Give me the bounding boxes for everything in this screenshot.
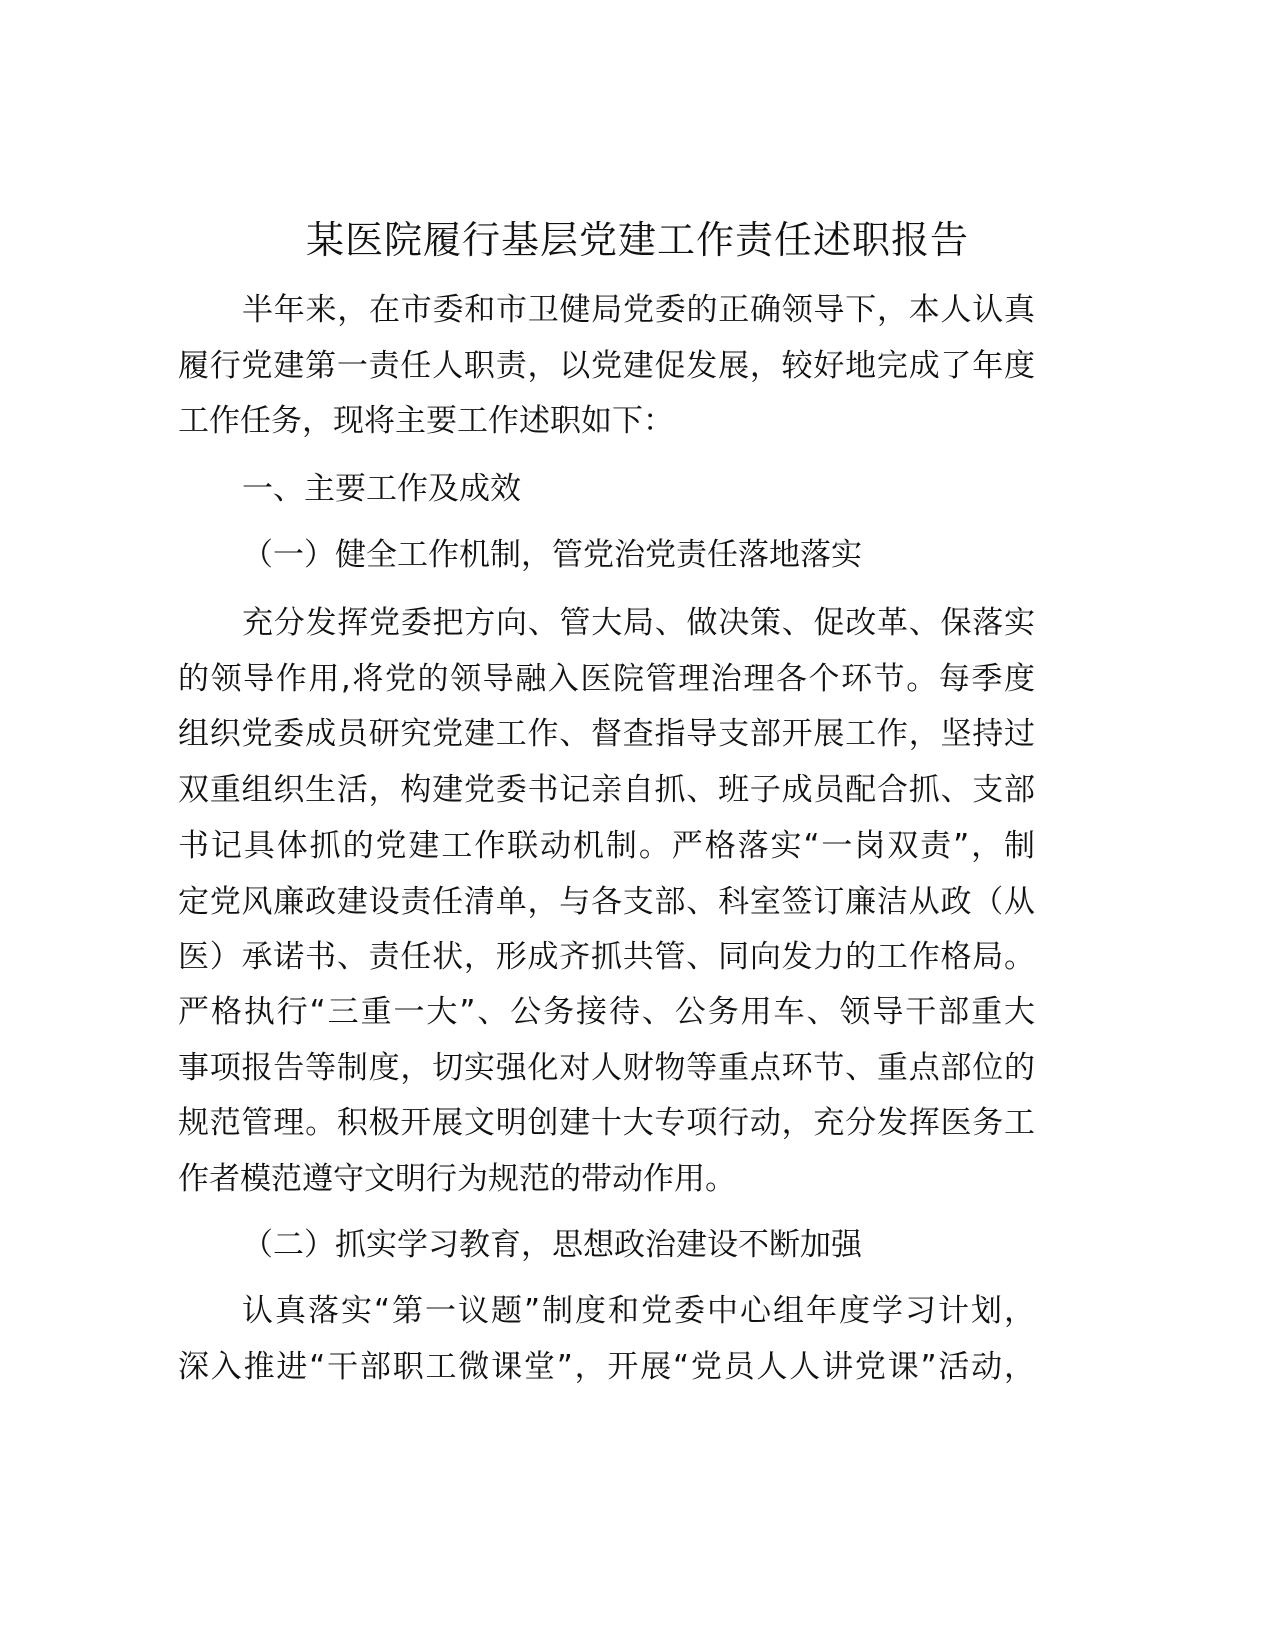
paragraph-line: 严格执行“三重一大”、公务接待、公务用车、领导干部重大 bbox=[178, 994, 1035, 1030]
intro-line: 半年来，在市委和市卫健局党委的正确领导下，本人认真 bbox=[242, 292, 1035, 328]
paragraph-line: 规范管理。积极开展文明创建十大专项行动，充分发挥医务工 bbox=[178, 1105, 1035, 1141]
intro-line: 工作任务，现将主要工作述职如下： bbox=[178, 403, 674, 439]
intro-line: 履行党建第一责任人职责，以党建促发展，较好地完成了年度 bbox=[178, 348, 1035, 384]
paragraph-line: 定党风廉政建设责任清单，与各支部、科室签订廉洁从政（从 bbox=[178, 884, 1035, 920]
paragraph-line: 充分发挥党委把方向、管大局、做决策、促改革、保落实 bbox=[242, 605, 1035, 641]
document-title: 某医院履行基层党建工作责任述职报告 bbox=[305, 218, 969, 262]
paragraph-line: 认真落实“第一议题”制度和党委中心组年度学习计划， bbox=[242, 1293, 1035, 1329]
subsection-heading: （一）健全工作机制，管党治党责任落地落实 bbox=[242, 537, 862, 573]
paragraph-line: 医）承诺书、责任状，形成齐抓共管、同向发力的工作格局。 bbox=[178, 939, 1035, 975]
subsection-heading: （二）抓实学习教育，思想政治建设不断加强 bbox=[242, 1227, 862, 1263]
paragraph-line: 事项报告等制度，切实强化对人财物等重点环节、重点部位的 bbox=[178, 1050, 1035, 1086]
paragraph-line: 书记具体抓的党建工作联动机制。严格落实“一岗双责”，制 bbox=[178, 828, 1035, 864]
section-heading: 一、主要工作及成效 bbox=[242, 471, 521, 507]
paragraph-line: 作者模范遵守文明行为规范的带动作用。 bbox=[178, 1161, 736, 1197]
paragraph-line: 深入推进“干部职工微课堂”，开展“党员人人讲党课”活动， bbox=[178, 1349, 1035, 1385]
paragraph-line: 组织党委成员研究党建工作、督查指导支部开展工作，坚持过 bbox=[178, 716, 1035, 752]
paragraph-line: 的领导作用,将党的领导融入医院管理治理各个环节。每季度 bbox=[178, 661, 1035, 697]
paragraph-line: 双重组织生活，构建党委书记亲自抓、班子成员配合抓、支部 bbox=[178, 772, 1035, 808]
